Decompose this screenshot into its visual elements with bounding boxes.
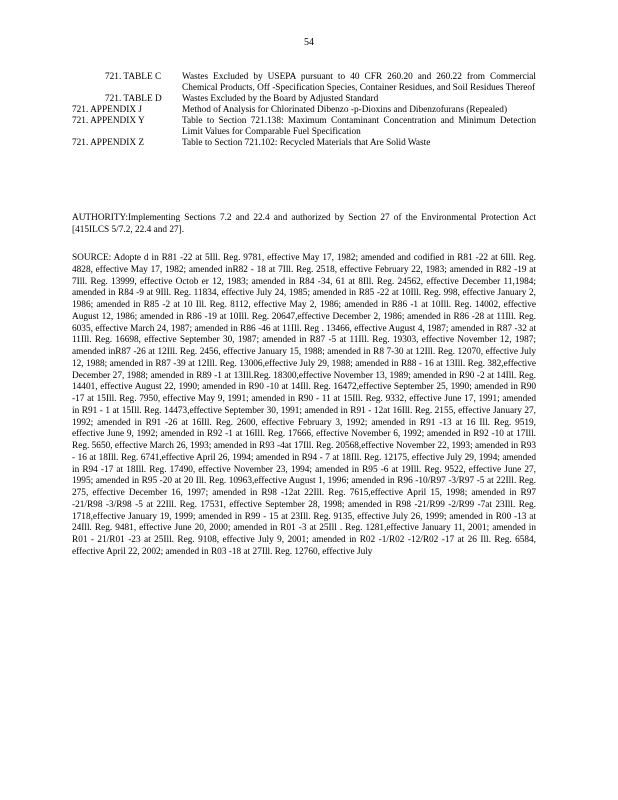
- toc-entry: [72, 138, 536, 149]
- toc-entry: [72, 105, 536, 116]
- authority-paragraph: AUTHORITY:Implementing Sections 7.2 and 22.4 and authorized by Section 27 of the Environmental Protection Act [415ILCS 5/7.2, 22.4 and 27].: [72, 213, 536, 235]
- page-number: 54: [304, 37, 314, 48]
- toc-entry: [72, 94, 536, 105]
- toc-entry-ref: 721. APPENDIX J: [72, 105, 142, 115]
- toc-entry-title: Wastes Excluded by the Board by Adjusted Standard: [182, 94, 379, 104]
- toc-entry-ref: 721. APPENDIX Y: [72, 116, 145, 126]
- toc-entry-ref: 721. TABLE C: [105, 72, 162, 82]
- table-of-contents: [72, 72, 536, 149]
- toc-entry-title: Wastes Excluded by USEPA pursuant to 40 CFR 260.20 and 260.22 from Commercial Chemical Products, Off -Specification Species, Container Residues, and Soil Residues Thereof: [182, 72, 536, 93]
- toc-entry-ref: 721. TABLE D: [105, 94, 162, 104]
- toc-entry-title: Method of Analysis for Chlorinated Dibenzo -p-Dioxins and Dibenzofurans (Repealed): [182, 105, 508, 115]
- source-paragraph: SOURCE: Adopte d in R81 -22 at 5Ill. Reg. 9781, effective May 17, 1982; amended and codified in R81 -22 at 6Ill. Reg. 4828, effective May 17, 1982; amended inR82 - 18 at 7Ill. Reg. 2518, effective February 22, 1983; amended in R82 -19 at 7Ill. Reg. 13999, effective Octob er 12, 1983; amended in R84 -34, 61 at 8Ill. Reg. 24562, effective December 11,1984; amended in R84 -9 at 9Ill. Reg. 11834, effective July 24, 1985; amended in R85 -22 at 10Ill. Reg. 998, effective January 2, 1986; amended in R85 -2 at 10 Ill. Reg. 8112, effective May 2, 1986; amended in R86 -1 at 10Ill. Reg. 14002, effective August 12, 1986; amended in R86 -19 at 10Ill. Reg. 20647,effective December 2, 1986; amended in R86 -28 at 11Ill. Reg. 6035, effective March 24, 1987; amended in R86 -46 at 11Ill. Reg . 13466, effective August 4, 1987; amended in R87 -32 at 11Ill. Reg. 16698, effective September 30, 1987; amended in R87 -5 at 11Ill. Reg. 19303, effective November 12, 1987; amended inR87 -26 at 12Ill. Reg. 2456, effective January 15, 1988; amended in R8 7-30 at 12Ill. Reg. 12070, effective July 12, 1988; amended in R87 -39 at 12Ill. Reg. 13006,effective July 29, 1988; amended in R88 - 16 at 13Ill. Reg. 382,effective December 27, 1988; amended in R89 -1 at 13Ill.Reg. 18300,effective November 13, 1989; amended in R90 -2 at 14Ill. Reg. 14401, effective August 22, 1990; amended in R90 -10 at 14Ill. Reg. 16472,effective September 25, 1990; amended in R90 -17 at 15Ill. Reg. 7950, effective May 9, 1991; amended in R90 - 11 at 15Ill. Reg. 9332, effective June 17, 1991; amended in R91 - 1 at 15Ill. Reg. 14473,effective September 30, 1991; amended in R91 - 12at 16Ill. Reg. 2155, effective January 27, 1992; amended in R91 -26 at 16Ill. Reg. 2600, effective February 3, 1992; amended in R91 -13 at 16 Ill. Reg. 9519, effective June 9, 1992; amended in R92 -1 at 16Ill. Reg. 17666, effective November 6, 1992; amended in R92 -10 at 17Ill. Reg. 5650, effective March 26, 1993; amended in R93 -4at 17Ill. Reg. 20568,effective November 22, 1993; amended in R93 - 16 at 18Ill. Reg. 6741,effective April 26, 1994; amended in R94 - 7 at 18Ill. Reg. 12175, effective July 29, 1994; amended in R94 -17 at 18Ill. Reg. 17490, effective November 23, 1994; amended in R95 -6 at 19Ill. Reg. 9522, effective June 27, 1995; amended in R95 -20 at 20 Ill. Reg. 10963,effective August 1, 1996; amended in R96 -10/R97 -3/R97 -5 at 22Ill. Reg. 275, effective December 16, 1997; amended in R98 -12at 22Ill. Reg. 7615,effective April 15, 1998; amended in R97 -21/R98 -3/R98 -5 at 22Ill. Reg. 17531, effective September 28, 1998; amended in R98 -21/R99 -2/R99 -7at 23Ill. Reg. 1718,effective January 19, 1999; amended in R99 - 15 at 23Ill. Reg. 9135, effective July 26, 1999; amended in R00 -13 at 24Ill. Reg. 9481, effective June 20, 2000; amended in R01 -3 at 25Ill . Reg. 1281,effective January 11, 2001; amended in R01 - 21/R01 -23 at 25Ill. Reg. 9108, effective July 9, 2001; amended in R02 -1/R02 -12/R02 -17 at 26 Ill. Reg. 6584, effective April 22, 2002; amended in R03 -18 at 27Ill. Reg. 12760, effective July: [72, 253, 536, 557]
- toc-entry-ref: 721. APPENDIX Z: [72, 138, 145, 148]
- toc-entry-title: Table to Section 721.138: Maximum Contaminant Concentration and Minimum Detection Limit Values for Comparable Fuel Specification: [182, 116, 536, 137]
- toc-entry-title: Table to Section 721.102: Recycled Materials that Are Solid Waste: [182, 138, 431, 148]
- toc-entry: [72, 72, 536, 94]
- toc-entry: [72, 116, 536, 138]
